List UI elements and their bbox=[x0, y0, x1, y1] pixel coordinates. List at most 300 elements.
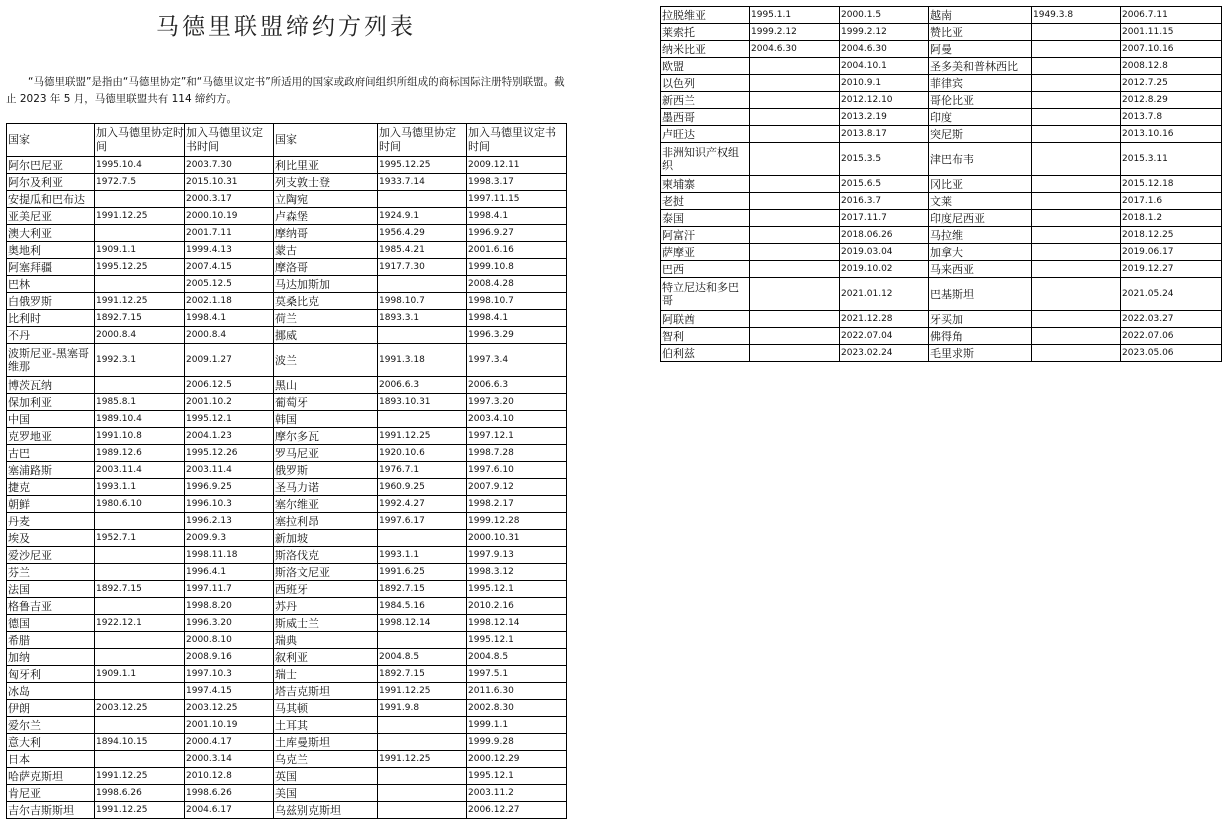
date-cell: 1972.7.5 bbox=[95, 174, 185, 191]
date-cell: 1998.4.1 bbox=[467, 310, 567, 327]
date-cell: 2016.3.7 bbox=[840, 193, 929, 210]
date-cell bbox=[378, 276, 467, 293]
table-row bbox=[7, 479, 567, 496]
country-cell: 圣多美和普林西比 bbox=[929, 58, 1032, 75]
country-cell: 摩洛哥 bbox=[274, 259, 378, 276]
date-cell: 2003.12.25 bbox=[95, 700, 185, 717]
date-cell: 2010.9.1 bbox=[840, 75, 929, 92]
country-cell: 安提瓜和巴布达 bbox=[7, 191, 95, 208]
table-row bbox=[7, 411, 567, 428]
country-cell: 白俄罗斯 bbox=[7, 293, 95, 310]
table-row bbox=[7, 377, 567, 394]
table-row bbox=[661, 7, 1222, 24]
date-cell: 1922.12.1 bbox=[95, 615, 185, 632]
country-cell: 土耳其 bbox=[274, 717, 378, 734]
country-cell: 墨西哥 bbox=[661, 109, 750, 126]
date-cell: 2000.10.31 bbox=[467, 530, 567, 547]
date-cell bbox=[378, 191, 467, 208]
date-cell: 1989.12.6 bbox=[95, 445, 185, 462]
date-cell bbox=[1032, 261, 1121, 278]
date-cell: 2013.2.19 bbox=[840, 109, 929, 126]
date-cell bbox=[378, 734, 467, 751]
country-cell: 塞浦路斯 bbox=[7, 462, 95, 479]
date-cell: 1997.5.1 bbox=[467, 666, 567, 683]
date-cell: 1991.12.25 bbox=[95, 768, 185, 785]
date-cell: 1998.10.7 bbox=[378, 293, 467, 310]
date-cell: 2007.9.12 bbox=[467, 479, 567, 496]
date-cell bbox=[750, 75, 840, 92]
date-cell: 1998.6.26 bbox=[95, 785, 185, 802]
intro-paragraph: “马德里联盟”是指由“马德里协定”和“马德里议定书”所适用的国家或政府间组织所组成的商标国际注册特别联盟。截止 2023 年 5 月，马德里联盟共有 114 缔约方。 bbox=[6, 76, 565, 105]
date-cell: 2004.1.23 bbox=[185, 428, 274, 445]
table-row bbox=[7, 394, 567, 411]
date-cell: 1999.2.12 bbox=[750, 24, 840, 41]
country-cell: 丹麦 bbox=[7, 513, 95, 530]
date-cell: 2023.02.24 bbox=[840, 345, 929, 362]
date-cell: 1999.4.13 bbox=[185, 242, 274, 259]
date-cell bbox=[1032, 244, 1121, 261]
country-cell: 巴西 bbox=[661, 261, 750, 278]
country-cell: 突尼斯 bbox=[929, 126, 1032, 143]
date-cell: 1991.12.25 bbox=[95, 208, 185, 225]
date-cell bbox=[378, 327, 467, 344]
date-cell bbox=[750, 345, 840, 362]
date-cell: 1991.12.25 bbox=[378, 751, 467, 768]
country-cell: 摩纳哥 bbox=[274, 225, 378, 242]
date-cell: 2013.8.17 bbox=[840, 126, 929, 143]
date-cell: 1997.6.10 bbox=[467, 462, 567, 479]
table-row bbox=[661, 109, 1222, 126]
contracting-parties-table-right bbox=[660, 6, 1222, 362]
date-cell: 1993.1.1 bbox=[95, 479, 185, 496]
country-cell: 卢森堡 bbox=[274, 208, 378, 225]
date-cell: 2004.10.1 bbox=[840, 58, 929, 75]
date-cell bbox=[1032, 126, 1121, 143]
date-cell: 2001.10.19 bbox=[185, 717, 274, 734]
date-cell: 1999.10.8 bbox=[467, 259, 567, 276]
country-cell: 匈牙利 bbox=[7, 666, 95, 683]
country-cell: 莫桑比克 bbox=[274, 293, 378, 310]
date-cell bbox=[95, 547, 185, 564]
country-cell: 阿富汗 bbox=[661, 227, 750, 244]
table-row bbox=[7, 564, 567, 581]
date-cell: 2004.8.5 bbox=[467, 649, 567, 666]
date-cell: 1949.3.8 bbox=[1032, 7, 1121, 24]
date-cell: 1998.6.26 bbox=[185, 785, 274, 802]
country-cell: 罗马尼亚 bbox=[274, 445, 378, 462]
date-cell: 2001.10.2 bbox=[185, 394, 274, 411]
date-cell bbox=[1032, 92, 1121, 109]
date-cell bbox=[750, 328, 840, 345]
country-cell: 斯威士兰 bbox=[274, 615, 378, 632]
date-cell: 1995.12.25 bbox=[378, 157, 467, 174]
table-row bbox=[7, 174, 567, 191]
date-cell: 2011.6.30 bbox=[467, 683, 567, 700]
country-cell: 列支敦士登 bbox=[274, 174, 378, 191]
country-cell: 马达加斯加 bbox=[274, 276, 378, 293]
date-cell: 2017.1.6 bbox=[1121, 193, 1222, 210]
date-cell bbox=[95, 276, 185, 293]
date-cell: 1996.10.3 bbox=[185, 496, 274, 513]
date-cell bbox=[750, 210, 840, 227]
table-row bbox=[7, 649, 567, 666]
country-cell: 英国 bbox=[274, 768, 378, 785]
date-cell bbox=[95, 751, 185, 768]
country-cell: 斯洛文尼亚 bbox=[274, 564, 378, 581]
country-cell: 日本 bbox=[7, 751, 95, 768]
date-cell: 2022.03.27 bbox=[1121, 311, 1222, 328]
date-cell: 1995.12.1 bbox=[467, 581, 567, 598]
country-cell: 巴林 bbox=[7, 276, 95, 293]
date-cell: 1997.12.1 bbox=[467, 428, 567, 445]
table-row bbox=[661, 227, 1222, 244]
date-cell: 2000.1.5 bbox=[840, 7, 929, 24]
date-cell: 2007.4.15 bbox=[185, 259, 274, 276]
date-cell bbox=[1032, 193, 1121, 210]
country-cell: 瑞士 bbox=[274, 666, 378, 683]
date-cell: 1999.9.28 bbox=[467, 734, 567, 751]
date-cell: 1998.4.1 bbox=[467, 208, 567, 225]
date-cell: 1997.3.20 bbox=[467, 394, 567, 411]
date-cell: 1960.9.25 bbox=[378, 479, 467, 496]
date-cell: 1998.3.17 bbox=[467, 174, 567, 191]
country-cell: 挪威 bbox=[274, 327, 378, 344]
date-cell bbox=[95, 598, 185, 615]
country-cell: 意大利 bbox=[7, 734, 95, 751]
table-row bbox=[7, 751, 567, 768]
date-cell bbox=[1032, 75, 1121, 92]
country-cell: 格鲁吉亚 bbox=[7, 598, 95, 615]
date-cell: 2023.05.06 bbox=[1121, 345, 1222, 362]
country-cell: 智利 bbox=[661, 328, 750, 345]
date-cell bbox=[95, 649, 185, 666]
date-cell: 1991.9.8 bbox=[378, 700, 467, 717]
date-cell bbox=[1032, 143, 1121, 176]
date-cell: 2005.12.5 bbox=[185, 276, 274, 293]
date-cell bbox=[750, 92, 840, 109]
table-row bbox=[7, 615, 567, 632]
table-row bbox=[661, 176, 1222, 193]
date-cell: 2004.8.5 bbox=[378, 649, 467, 666]
date-cell bbox=[95, 564, 185, 581]
date-cell: 2000.3.14 bbox=[185, 751, 274, 768]
date-cell: 2019.12.27 bbox=[1121, 261, 1222, 278]
table-row bbox=[661, 328, 1222, 345]
date-cell bbox=[378, 785, 467, 802]
date-cell: 2000.4.17 bbox=[185, 734, 274, 751]
document-title: 马德里联盟缔约方列表 bbox=[156, 14, 416, 40]
date-cell: 1997.4.15 bbox=[185, 683, 274, 700]
table-row bbox=[661, 210, 1222, 227]
table-row bbox=[7, 581, 567, 598]
country-cell: 爱沙尼亚 bbox=[7, 547, 95, 564]
table-row bbox=[7, 462, 567, 479]
country-cell: 摩尔多瓦 bbox=[274, 428, 378, 445]
table-row bbox=[7, 208, 567, 225]
country-cell: 圣马力诺 bbox=[274, 479, 378, 496]
date-cell: 1893.3.1 bbox=[378, 310, 467, 327]
date-cell bbox=[750, 126, 840, 143]
date-cell bbox=[1032, 311, 1121, 328]
date-cell: 2022.07.04 bbox=[840, 328, 929, 345]
country-cell: 纳米比亚 bbox=[661, 41, 750, 58]
date-cell: 2013.10.16 bbox=[1121, 126, 1222, 143]
country-cell: 非洲知识产权组织 bbox=[661, 143, 750, 176]
date-cell bbox=[750, 193, 840, 210]
country-cell: 立陶宛 bbox=[274, 191, 378, 208]
date-cell: 2017.11.7 bbox=[840, 210, 929, 227]
date-cell bbox=[1032, 345, 1121, 362]
country-cell: 斯洛伐克 bbox=[274, 547, 378, 564]
date-cell: 1933.7.14 bbox=[378, 174, 467, 191]
date-cell: 1989.10.4 bbox=[95, 411, 185, 428]
date-cell: 1892.7.15 bbox=[95, 310, 185, 327]
date-cell: 1998.4.1 bbox=[185, 310, 274, 327]
date-cell: 1980.6.10 bbox=[95, 496, 185, 513]
date-cell: 1992.3.1 bbox=[95, 344, 185, 377]
date-cell: 1991.10.8 bbox=[95, 428, 185, 445]
date-cell: 1993.1.1 bbox=[378, 547, 467, 564]
country-cell: 乌兹别克斯坦 bbox=[274, 802, 378, 819]
date-cell: 1998.12.14 bbox=[378, 615, 467, 632]
date-cell bbox=[378, 768, 467, 785]
country-cell: 伯利兹 bbox=[661, 345, 750, 362]
country-cell: 比利时 bbox=[7, 310, 95, 327]
date-cell: 2010.12.8 bbox=[185, 768, 274, 785]
table-row bbox=[661, 261, 1222, 278]
table-row bbox=[7, 547, 567, 564]
date-cell: 2000.8.4 bbox=[95, 327, 185, 344]
country-cell: 津巴布韦 bbox=[929, 143, 1032, 176]
table-row bbox=[7, 259, 567, 276]
country-cell: 美国 bbox=[274, 785, 378, 802]
date-cell: 2012.8.29 bbox=[1121, 92, 1222, 109]
date-cell bbox=[378, 411, 467, 428]
date-cell: 1999.12.28 bbox=[467, 513, 567, 530]
date-cell: 2012.12.10 bbox=[840, 92, 929, 109]
date-cell bbox=[750, 261, 840, 278]
country-cell: 塔吉克斯坦 bbox=[274, 683, 378, 700]
country-cell: 柬埔寨 bbox=[661, 176, 750, 193]
column-header: 加入马德里议定书时间 bbox=[185, 124, 274, 157]
date-cell: 2000.8.4 bbox=[185, 327, 274, 344]
date-cell: 1956.4.29 bbox=[378, 225, 467, 242]
date-cell: 2009.9.3 bbox=[185, 530, 274, 547]
date-cell: 2018.12.25 bbox=[1121, 227, 1222, 244]
date-cell: 1996.3.20 bbox=[185, 615, 274, 632]
column-header: 国家 bbox=[7, 124, 95, 157]
table-row bbox=[661, 58, 1222, 75]
date-cell bbox=[1032, 24, 1121, 41]
table-row bbox=[7, 632, 567, 649]
country-cell: 赞比亚 bbox=[929, 24, 1032, 41]
country-cell: 黑山 bbox=[274, 377, 378, 394]
table-row bbox=[7, 598, 567, 615]
date-cell: 1997.11.7 bbox=[185, 581, 274, 598]
country-cell: 阿尔及利亚 bbox=[7, 174, 95, 191]
date-cell: 2022.07.06 bbox=[1121, 328, 1222, 345]
date-cell: 2021.05.24 bbox=[1121, 278, 1222, 311]
country-cell: 捷克 bbox=[7, 479, 95, 496]
country-cell: 爱尔兰 bbox=[7, 717, 95, 734]
date-cell: 1997.10.3 bbox=[185, 666, 274, 683]
country-cell: 克罗地亚 bbox=[7, 428, 95, 445]
country-cell: 土库曼斯坦 bbox=[274, 734, 378, 751]
date-cell: 1996.3.29 bbox=[467, 327, 567, 344]
country-cell: 希腊 bbox=[7, 632, 95, 649]
country-cell: 加拿大 bbox=[929, 244, 1032, 261]
date-cell: 2018.1.2 bbox=[1121, 210, 1222, 227]
date-cell: 2006.12.27 bbox=[467, 802, 567, 819]
country-cell: 古巴 bbox=[7, 445, 95, 462]
table-header-row bbox=[7, 124, 567, 157]
date-cell: 1892.7.15 bbox=[378, 581, 467, 598]
country-cell: 菲律宾 bbox=[929, 75, 1032, 92]
date-cell: 2019.03.04 bbox=[840, 244, 929, 261]
country-cell: 葡萄牙 bbox=[274, 394, 378, 411]
date-cell: 1995.12.1 bbox=[467, 768, 567, 785]
country-cell: 新加坡 bbox=[274, 530, 378, 547]
date-cell bbox=[750, 143, 840, 176]
country-cell: 文莱 bbox=[929, 193, 1032, 210]
date-cell: 1985.8.1 bbox=[95, 394, 185, 411]
table-row bbox=[7, 717, 567, 734]
table-row bbox=[7, 683, 567, 700]
country-cell: 以色列 bbox=[661, 75, 750, 92]
country-cell: 牙买加 bbox=[929, 311, 1032, 328]
date-cell bbox=[95, 513, 185, 530]
table-row bbox=[7, 700, 567, 717]
date-cell bbox=[750, 58, 840, 75]
column-header: 国家 bbox=[274, 124, 378, 157]
country-cell: 阿塞拜疆 bbox=[7, 259, 95, 276]
table-row bbox=[661, 41, 1222, 58]
date-cell: 2002.8.30 bbox=[467, 700, 567, 717]
date-cell: 1909.1.1 bbox=[95, 666, 185, 683]
date-cell bbox=[95, 717, 185, 734]
date-cell: 1997.6.17 bbox=[378, 513, 467, 530]
country-cell: 阿联酋 bbox=[661, 311, 750, 328]
country-cell: 埃及 bbox=[7, 530, 95, 547]
date-cell: 1893.10.31 bbox=[378, 394, 467, 411]
date-cell bbox=[95, 377, 185, 394]
date-cell: 2008.12.8 bbox=[1121, 58, 1222, 75]
date-cell bbox=[750, 227, 840, 244]
country-cell: 荷兰 bbox=[274, 310, 378, 327]
table-row bbox=[7, 768, 567, 785]
country-cell: 法国 bbox=[7, 581, 95, 598]
date-cell bbox=[1032, 278, 1121, 311]
date-cell: 1995.12.26 bbox=[185, 445, 274, 462]
date-cell: 2019.06.17 bbox=[1121, 244, 1222, 261]
table-row bbox=[7, 310, 567, 327]
date-cell bbox=[378, 802, 467, 819]
date-cell: 2004.6.30 bbox=[840, 41, 929, 58]
country-cell: 奥地利 bbox=[7, 242, 95, 259]
table-row bbox=[7, 293, 567, 310]
country-cell: 冰岛 bbox=[7, 683, 95, 700]
date-cell: 2010.2.16 bbox=[467, 598, 567, 615]
date-cell: 2007.10.16 bbox=[1121, 41, 1222, 58]
table-row bbox=[661, 244, 1222, 261]
date-cell: 2009.12.11 bbox=[467, 157, 567, 174]
date-cell bbox=[95, 191, 185, 208]
date-cell bbox=[750, 244, 840, 261]
date-cell bbox=[1032, 109, 1121, 126]
country-cell: 俄罗斯 bbox=[274, 462, 378, 479]
date-cell: 1995.10.4 bbox=[95, 157, 185, 174]
country-cell: 莱索托 bbox=[661, 24, 750, 41]
date-cell: 1998.12.14 bbox=[467, 615, 567, 632]
country-cell: 萨摩亚 bbox=[661, 244, 750, 261]
country-cell: 马来西亚 bbox=[929, 261, 1032, 278]
country-cell: 韩国 bbox=[274, 411, 378, 428]
date-cell: 1976.7.1 bbox=[378, 462, 467, 479]
country-cell: 越南 bbox=[929, 7, 1032, 24]
date-cell: 2015.3.5 bbox=[840, 143, 929, 176]
date-cell: 2006.7.11 bbox=[1121, 7, 1222, 24]
date-cell bbox=[1032, 227, 1121, 244]
country-cell: 苏丹 bbox=[274, 598, 378, 615]
country-cell: 朝鲜 bbox=[7, 496, 95, 513]
date-cell: 1999.1.1 bbox=[467, 717, 567, 734]
country-cell: 蒙古 bbox=[274, 242, 378, 259]
country-cell: 塞拉利昂 bbox=[274, 513, 378, 530]
country-cell: 卢旺达 bbox=[661, 126, 750, 143]
date-cell: 1909.1.1 bbox=[95, 242, 185, 259]
column-header: 加入马德里协定时间 bbox=[378, 124, 467, 157]
table-row bbox=[661, 92, 1222, 109]
table-row bbox=[7, 513, 567, 530]
country-cell: 马其顿 bbox=[274, 700, 378, 717]
date-cell: 2003.11.2 bbox=[467, 785, 567, 802]
table-row bbox=[7, 734, 567, 751]
date-cell bbox=[750, 109, 840, 126]
country-cell: 波兰 bbox=[274, 344, 378, 377]
country-cell: 波斯尼亚-黑塞哥维那 bbox=[7, 344, 95, 377]
date-cell: 1997.9.13 bbox=[467, 547, 567, 564]
date-cell: 2019.10.02 bbox=[840, 261, 929, 278]
country-cell: 保加利亚 bbox=[7, 394, 95, 411]
date-cell: 2021.12.28 bbox=[840, 311, 929, 328]
country-cell: 吉尔吉斯斯坦 bbox=[7, 802, 95, 819]
date-cell: 1998.8.20 bbox=[185, 598, 274, 615]
table-row bbox=[661, 278, 1222, 311]
date-cell: 2008.9.16 bbox=[185, 649, 274, 666]
country-cell: 阿尔巴尼亚 bbox=[7, 157, 95, 174]
table-row bbox=[7, 428, 567, 445]
country-cell: 阿曼 bbox=[929, 41, 1032, 58]
country-cell: 泰国 bbox=[661, 210, 750, 227]
table-row bbox=[661, 75, 1222, 92]
date-cell bbox=[1032, 176, 1121, 193]
date-cell: 2012.7.25 bbox=[1121, 75, 1222, 92]
country-cell: 伊朗 bbox=[7, 700, 95, 717]
date-cell bbox=[95, 632, 185, 649]
table-row bbox=[7, 785, 567, 802]
table-row bbox=[661, 126, 1222, 143]
country-cell: 不丹 bbox=[7, 327, 95, 344]
table-row bbox=[661, 24, 1222, 41]
table-row bbox=[7, 666, 567, 683]
date-cell bbox=[750, 176, 840, 193]
table-row bbox=[7, 496, 567, 513]
country-cell: 印度 bbox=[929, 109, 1032, 126]
country-cell: 欧盟 bbox=[661, 58, 750, 75]
country-cell: 中国 bbox=[7, 411, 95, 428]
date-cell: 1998.3.12 bbox=[467, 564, 567, 581]
date-cell: 1998.10.7 bbox=[467, 293, 567, 310]
